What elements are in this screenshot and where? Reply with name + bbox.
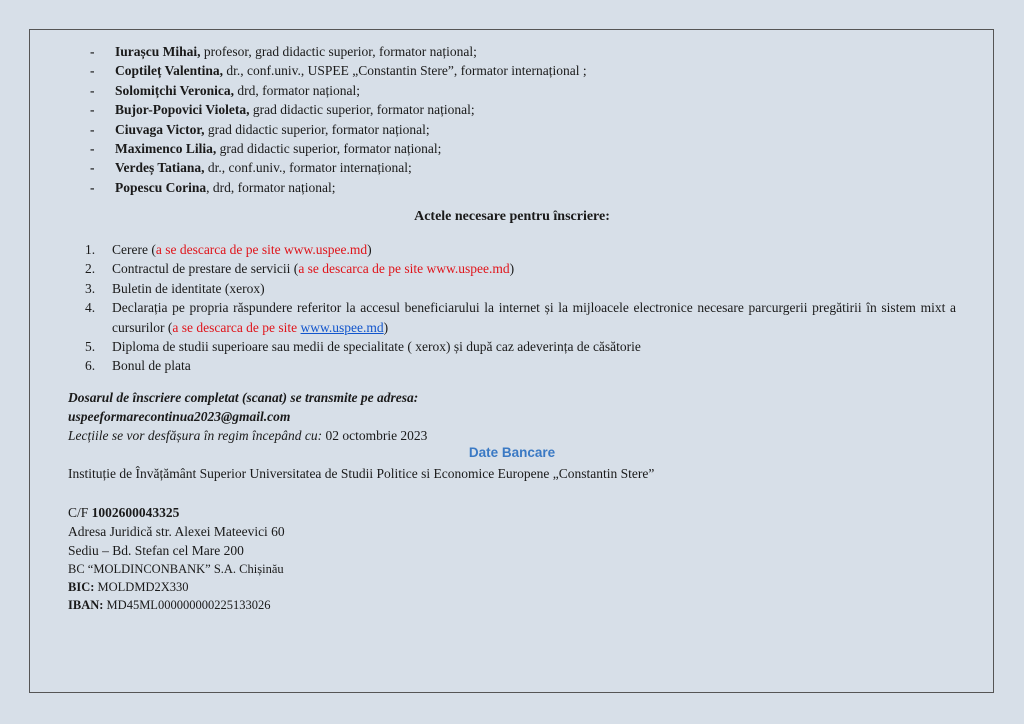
speakers-list bbox=[62, 42, 962, 197]
list-item: 4. Declarația pe propria răspundere referitor la accesul beneficiarului la internet și la mijloacele electronice necesare parcurgerii pregătirii în sistem mixt a cursurilor (a se descarca de pe site www.uspee.md) bbox=[85, 300, 956, 335]
legal-address: Adresa Juridică str. Alexei Mateevici 60 bbox=[68, 524, 285, 539]
institution-name: Instituție de Învățământ Superior Universitatea de Studii Politice si Economice Europene „Constantin Stere” bbox=[68, 466, 655, 481]
documents-list bbox=[85, 240, 956, 376]
seat-address: Sediu – Bd. Stefan cel Mare 200 bbox=[68, 543, 244, 558]
list-item: - Ciuvaga Victor, grad didactic superior, formator național; bbox=[90, 121, 430, 137]
start-date-line: Lecțiile se vor desfășura în regim începând cu: 02 octombrie 2023 bbox=[68, 428, 428, 443]
list-item: - Maximenco Lilia, grad didactic superior, formator național; bbox=[90, 141, 442, 157]
list-item: 6. Bonul de plata bbox=[85, 358, 191, 374]
list-item: 3. Buletin de identitate (xerox) bbox=[85, 280, 265, 296]
list-item: - Iurașcu Mihai, profesor, grad didactic superior, formator național; bbox=[90, 44, 477, 59]
list-item: - Verdeș Tatiana, dr., conf.univ., formator internațional; bbox=[90, 160, 412, 176]
submission-instructions: Dosarul de înscriere completat (scanat) se transmite pe adresa: bbox=[68, 390, 419, 405]
bank-details-title: Date Bancare bbox=[468, 445, 556, 460]
list-item: - Popescu Corina, drd, formator național; bbox=[90, 179, 336, 195]
list-item: 1. Cerere (a se descarca de pe site www.uspee.md) bbox=[85, 242, 372, 257]
submission-email: uspeeformarecontinua2023@gmail.com bbox=[68, 409, 291, 424]
list-item: 5. Diploma de studii superioare sau medii de specialitate ( xerox) și după caz adeverința de căsătorie bbox=[85, 339, 641, 355]
fiscal-code: C/F 1002600043325 bbox=[68, 505, 180, 520]
website-link[interactable]: www.uspee.md bbox=[300, 319, 384, 335]
iban-code: IBAN: MD45ML000000000225133026 bbox=[68, 598, 271, 612]
list-item: - Solomițchi Veronica, drd, formator național; bbox=[90, 82, 360, 98]
bic-code: BIC: MOLDMD2X330 bbox=[68, 580, 189, 594]
list-item: - Coptileț Valentina, dr., conf.univ., USPEE „Constantin Stere”, formator internațional ; bbox=[90, 63, 587, 79]
documents-heading: Actele necesare pentru înscriere: bbox=[414, 209, 610, 224]
bank-name: BC “MOLDINCONBANK” S.A. Chișinău bbox=[68, 562, 284, 576]
list-item: - Bujor-Popovici Violeta, grad didactic superior, formator național; bbox=[90, 102, 475, 118]
list-item: 2. Contractul de prestare de servicii (a se descarca de pe site www.uspee.md) bbox=[85, 261, 515, 277]
